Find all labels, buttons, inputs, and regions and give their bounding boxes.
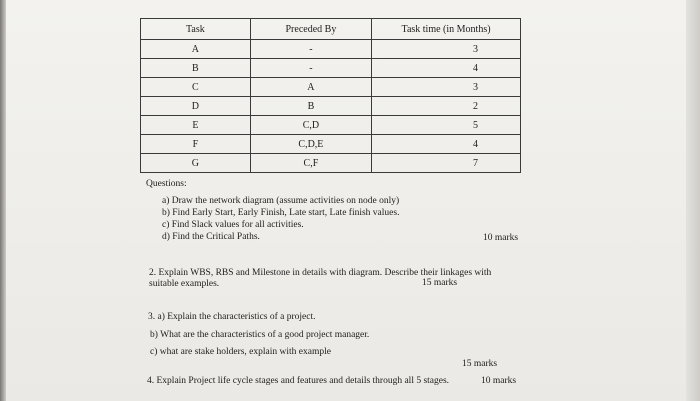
task-cell: B <box>141 59 251 78</box>
preceded-by-cell: - <box>250 59 371 78</box>
task-table <box>140 18 521 173</box>
q4-text: 4. Explain Project life cycle stages and features and details through all 5 stages. <box>147 376 450 386</box>
preceded-by-cell: C,D <box>250 116 371 135</box>
q2-line-1: 2. Explain WBS, RBS and Milestone in details with diagram. Describe their linkages with <box>149 268 492 278</box>
preceded-by-cell: C,D,E <box>250 135 371 154</box>
q1-part-a: a) Draw the network diagram (assume activities on node only) <box>162 196 400 206</box>
time-cell: 3 <box>372 78 521 97</box>
task-cell: E <box>141 116 251 135</box>
time-cell: 5 <box>372 116 521 135</box>
q3-marks: 15 marks <box>462 359 498 369</box>
q2-marks: 15 marks <box>422 278 458 288</box>
time-cell: 3 <box>372 40 521 59</box>
header-task-time: Task time (in Months) <box>372 19 521 40</box>
time-cell: 4 <box>372 135 521 154</box>
table-header-row <box>141 19 521 40</box>
time-cell: 4 <box>372 59 521 78</box>
q3-part-c: c) what are stake holders, explain with example <box>150 347 331 357</box>
page-shadow-left <box>0 0 6 401</box>
preceded-by-cell: - <box>250 40 371 59</box>
header-task: Task <box>141 19 251 40</box>
table-row <box>141 135 521 154</box>
preceded-by-cell: B <box>250 97 371 116</box>
task-cell: D <box>141 97 251 116</box>
questions-heading: Questions: <box>146 179 187 189</box>
q1-part-c: c) Find Slack values for all activities. <box>162 220 304 230</box>
q3-part-b: b) What are the characteristics of a good project manager. <box>150 330 370 340</box>
time-cell: 7 <box>372 154 521 173</box>
q1-marks: 10 marks <box>483 233 519 243</box>
preceded-by-cell: C,F <box>250 154 371 173</box>
header-preceded-by: Preceded By <box>250 19 371 40</box>
preceded-by-cell: A <box>250 78 371 97</box>
q3-part-a: 3. a) Explain the characteristics of a project. <box>148 312 316 322</box>
page-edge-right <box>686 0 700 401</box>
task-cell: G <box>141 154 251 173</box>
q1-part-b: b) Find Early Start, Early Finish, Late start, Late finish values. <box>162 208 400 218</box>
time-cell: 2 <box>372 97 521 116</box>
table-row <box>141 154 521 173</box>
task-cell: C <box>141 78 251 97</box>
q2-line-2: suitable examples. <box>149 279 220 289</box>
table-row <box>141 78 521 97</box>
table-row <box>141 40 521 59</box>
q4-marks: 10 marks <box>481 376 517 386</box>
table-row <box>141 116 521 135</box>
task-cell: A <box>141 40 251 59</box>
task-cell: F <box>141 135 251 154</box>
table-row <box>141 59 521 78</box>
table-row <box>141 97 521 116</box>
q1-part-d: d) Find the Critical Paths. <box>162 232 260 242</box>
